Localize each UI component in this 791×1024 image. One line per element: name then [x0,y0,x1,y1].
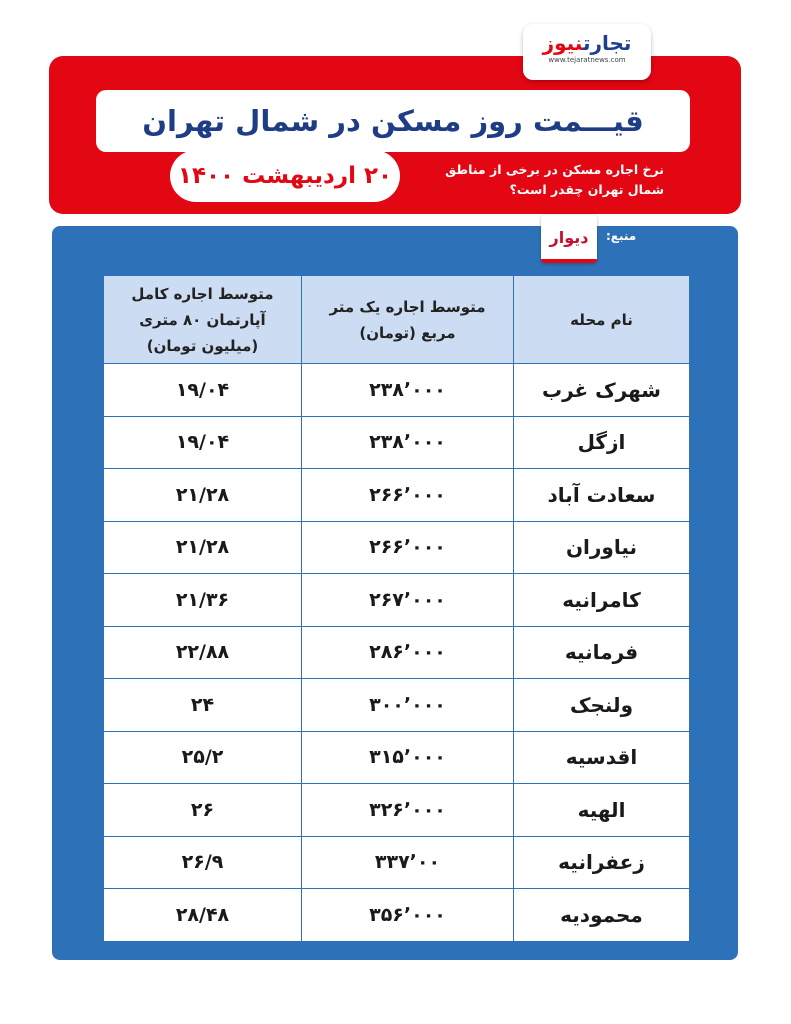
source-label: منبع: [606,229,637,243]
table-header-row [104,276,690,364]
price-per-meter-cell: ۲۳۸٬۰۰۰ [302,416,514,469]
neighborhood-cell: کامرانیه [514,574,690,627]
neighborhood-cell: شهرک غرب [514,364,690,417]
price-per-meter-cell: ۳۳۷٬۰۰ [302,836,514,889]
neighborhood-cell: اقدسیه [514,731,690,784]
price-per-meter-cell: ۲۶۶٬۰۰۰ [302,469,514,522]
price-per-meter-cell: ۳۱۵٬۰۰۰ [302,731,514,784]
full-rent-cell: ۲۱/۲۸ [104,521,302,574]
table-row [104,469,690,522]
neighborhood-cell: نیاوران [514,521,690,574]
table-row [104,416,690,469]
title-box [96,90,690,152]
neighborhood-cell: محمودیه [514,889,690,942]
neighborhood-cell: سعادت آباد [514,469,690,522]
full-rent-cell: ۲۸/۴۸ [104,889,302,942]
price-per-meter-cell: ۲۸۶٬۰۰۰ [302,626,514,679]
neighborhood-cell: فرمانیه [514,626,690,679]
neighborhood-cell: زعفرانیه [514,836,690,889]
table-row [104,364,690,417]
date-badge [170,150,400,202]
neighborhood-cell: ولنجک [514,679,690,732]
full-rent-cell: ۲۴ [104,679,302,732]
brand-logo-text [523,31,651,55]
table-row [104,679,690,732]
price-table [103,275,690,942]
source-name: دیوار [549,227,589,247]
source-logo [541,215,597,263]
brand-logo-blue: نیوز [542,31,583,55]
subtitle: نرخ اجاره مسکن در برخی از مناطق شمال تهران چقدر است؟ [445,162,664,197]
table-row [104,836,690,889]
table-row [104,574,690,627]
price-per-meter-cell: ۲۶۷٬۰۰۰ [302,574,514,627]
table-row [104,784,690,837]
full-rent-cell: ۲۲/۸۸ [104,626,302,679]
table-row [104,521,690,574]
price-per-meter-cell: ۳۲۶٬۰۰۰ [302,784,514,837]
date-text: ۲۰ اردیبهشت ۱۴۰۰ [177,163,393,189]
full-rent-cell: ۲۵/۲ [104,731,302,784]
table-row [104,731,690,784]
price-per-meter-cell: ۲۳۸٬۰۰۰ [302,364,514,417]
column-header-price-per-meter: متوسط اجاره یک متر مربع (تومان) [302,276,514,364]
table-row [104,889,690,942]
full-rent-cell: ۲۱/۲۸ [104,469,302,522]
table-row [104,626,690,679]
neighborhood-cell: ازگل [514,416,690,469]
column-header-neighborhood: نام محله [514,276,690,364]
neighborhood-cell: الهیه [514,784,690,837]
full-rent-cell: ۲۶ [104,784,302,837]
column-header-full-rent: متوسط اجاره کامل آپارتمان ۸۰ متری (میلیون تومان) [104,276,302,364]
full-rent-cell: ۲۶/۹ [104,836,302,889]
price-per-meter-cell: ۳۰۰٬۰۰۰ [302,679,514,732]
price-per-meter-cell: ۳۵۶٬۰۰۰ [302,889,514,942]
brand-logo [523,24,651,80]
page-title: قیـــمت روز مسکن در شمال تهران [142,104,644,138]
full-rent-cell: ۱۹/۰۴ [104,364,302,417]
brand-url: www.tejaratnews.com [548,56,626,64]
price-per-meter-cell: ۲۶۶٬۰۰۰ [302,521,514,574]
full-rent-cell: ۱۹/۰۴ [104,416,302,469]
brand-logo-red: تجارت [582,31,632,55]
full-rent-cell: ۲۱/۳۶ [104,574,302,627]
